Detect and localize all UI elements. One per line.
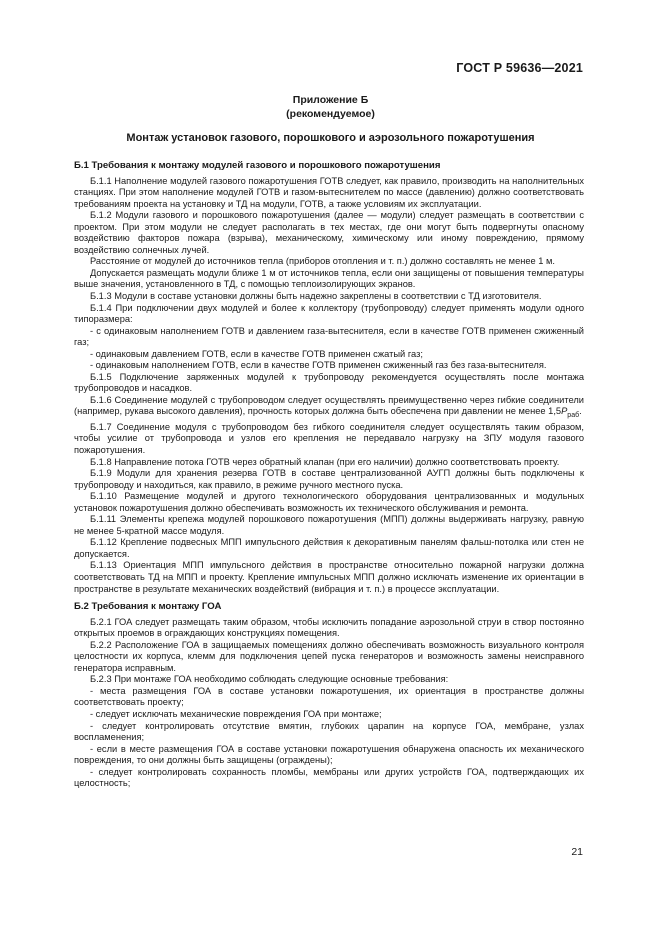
- standard-number: ГОСТ Р 59636—2021: [456, 61, 583, 75]
- list-item: - следует контролировать сохранность пломбы, мембраны или других устройств ГОА, подтверждающих их целостность;: [74, 766, 584, 789]
- paragraph: [74, 395, 584, 422]
- paragraph: Б.1.11 Элементы крепежа модулей порошкового пожаротушения (МПП) должны выдерживать нагрузку, равную не менее 5-кратной массе модуля.: [74, 514, 584, 536]
- section-heading: Б.2 Требования к монтажу ГОА: [74, 601, 222, 613]
- paragraph: Б.1.1 Наполнение модулей газового пожаротушения ГОТВ следует, как правило, производить на наполнительных станциях. При этом наполнение модулей ГОТВ и газом-вытеснителем по массе (давлению) должно соответствовать требованиям проекта на установку и ТД на модули, ГОТВ, а также условиям их эксплуатации.: [74, 175, 584, 209]
- list-item: - следует исключать механические повреждения ГОА при монтаже;: [90, 709, 382, 720]
- paragraph: Расстояние от модулей до источников тепла (приборов отопления и т. п.) должно составлять не менее 1 м.: [90, 256, 556, 267]
- paragraph: Б.1.4 При подключении двух модулей и более к коллектору (трубопроводу) следует применять модули одного типоразмера:: [74, 302, 584, 325]
- paragraph: Б.1.7 Соединение модуля с трубопроводом без гибкого соединителя следует осуществлять таким образом, чтобы усилие от трубопровода и узлов его крепления не передавало нагрузку на ЗПУ модуля газового пожаротушения.: [74, 421, 584, 455]
- list-item: - одинаковым наполнением ГОТВ, если в качестве ГОТВ применен сжиженный газ без газа-вытеснителя.: [90, 360, 547, 371]
- list-item: - с одинаковым наполнением ГОТВ и давлением газа-вытеснителя, если в качестве ГОТВ применен сжиженный газ;: [74, 325, 584, 348]
- paragraph: Б.1.13 Ориентация МПП импульсного действия в пространстве относительно пожарной нагрузки должна соответствовать ТД на МПП и проекту. Крепление импульсных МПП должно исключать изменение их ориентации в пространстве в результате механических воздействий (вибрация и т. п.) в процессе эксплуатации.: [74, 560, 584, 594]
- list-item: - места размещения ГОА в составе установки пожаротушения, их ориентация в пространстве должны соответствовать проекту;: [74, 685, 584, 708]
- paragraph: Б.1.8 Направление потока ГОТВ через обратный клапан (при его наличии) должно соответствовать проекту.: [90, 456, 560, 467]
- page-number: 21: [571, 846, 583, 858]
- paragraph: Б.1.9 Модули для хранения резерва ГОТВ в составе централизованной АУГП должны быть подключены к трубопроводу и находиться, как правило, в режиме ручного местного пуска.: [74, 468, 584, 490]
- list-item: - одинаковым давлением ГОТВ, если в качестве ГОТВ применен сжатый газ;: [90, 348, 423, 359]
- paragraph: Допускается размещать модули ближе 1 м от источников тепла, если они защищены от повышения температуры выше значения, установленного в ТД, с помощью теплоизолирующих экранов.: [74, 267, 584, 290]
- list-item: - следует контролировать отсутствие вмятин, глубоких царапин на корпусе ГОА, мембране, узлах воспламенения;: [74, 720, 584, 743]
- paragraph: Б.2.3 При монтаже ГОА необходимо соблюдать следующие основные требования:: [90, 674, 449, 685]
- document-body: [74, 160, 584, 790]
- paragraph: Б.2.2 Расположение ГОА в защищаемых помещениях должно обеспечивать возможность визуального контроля целостности их корпуса, клемм для подключения цепей пуска генераторов и возможность замены неисправного генератора исправным.: [74, 639, 584, 673]
- annex-subtitle: (рекомендуемое): [286, 108, 375, 120]
- section-heading: Б.1 Требования к монтажу модулей газового и порошкового пожаротушения: [74, 160, 441, 171]
- main-title: Монтаж установок газового, порошкового и аэрозольного пожаротушения: [126, 132, 535, 144]
- pressure-value: $1,5P_{раб}$.: [548, 406, 582, 420]
- paragraph: Б.1.5 Подключение заряженных модулей к трубопроводу рекомендуется осуществлять после монтажа трубопроводов и насадков.: [74, 371, 584, 394]
- annex-title: Приложение Б: [292, 94, 369, 106]
- paragraph: Б.2.1 ГОА следует размещать таким образом, чтобы исключить попадание аэрозольной струи в створ постоянно открытых проемов в ограждающих конструкциях помещения.: [74, 616, 584, 639]
- paragraph: Б.1.3 Модули в составе установки должны быть надежно закреплены в соответствии с ТД изготовителя.: [90, 291, 542, 302]
- paragraph: Б.1.2 Модули газового и порошкового пожаротушения (далее — модули) следует размещать в соответствии с проектом. При этом модули не следует располагать в тех местах, где они могут быть подвергнуты опасному воздействию факторов пожара (взрыва), механическому, химическому или иному повреждению, прямому воздействию солнечных лучей.: [74, 210, 584, 255]
- paragraph-text: Б.1.6 Соединение модулей с трубопроводом следует осуществлять преимущественно через гибкие соединители (например, рукава высокого давления), прочность которых должна быть обеспечена при давлении не менее: [74, 394, 584, 417]
- list-item: - если в месте размещения ГОА в составе установки пожаротушения обнаружена опасность их механического повреждения, то они должны быть защищены (ограждены);: [74, 743, 584, 766]
- paragraph: Б.1.10 Размещение модулей и другого технологического оборудования централизованных и модульных установок пожаротушения должно обеспечивать возможность их технического обслуживания и ремонта.: [74, 491, 584, 513]
- paragraph: Б.1.12 Крепление подвесных МПП импульсного действия к декоративным панелям фальш-потолка или стен не допускается.: [74, 537, 584, 559]
